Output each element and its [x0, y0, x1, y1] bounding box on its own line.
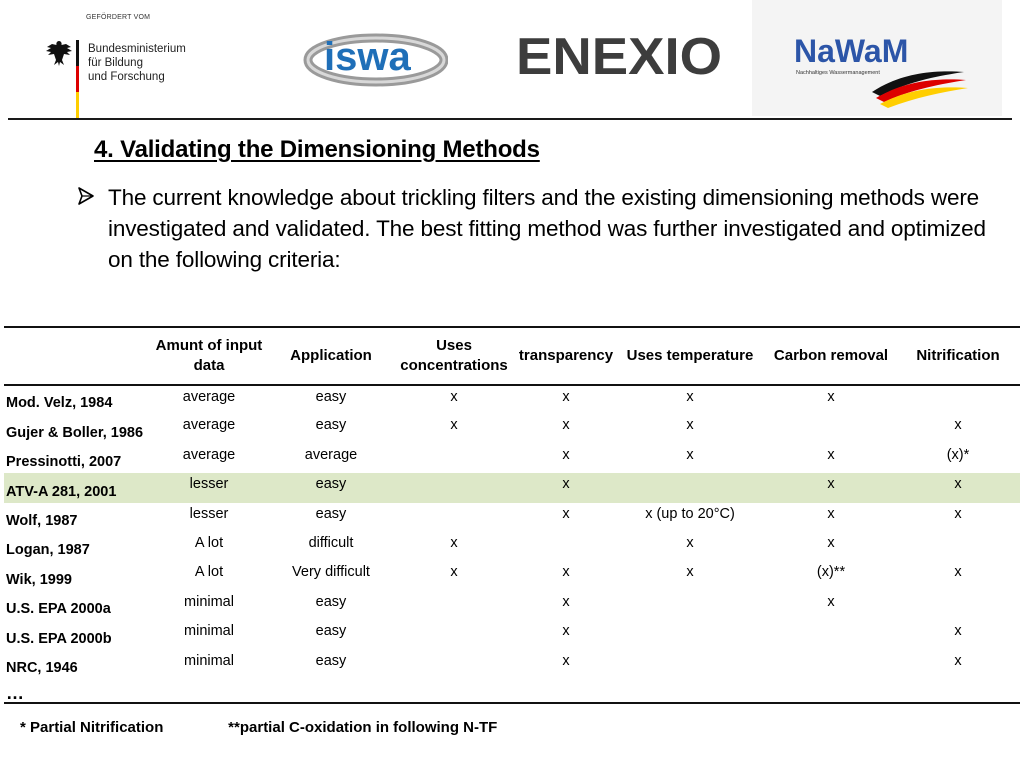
cell-nitrification: x — [954, 652, 962, 669]
table-row — [4, 444, 1020, 473]
cell-input-data: minimal — [184, 652, 234, 669]
cell-concentrations — [390, 679, 518, 703]
footnotes — [20, 719, 497, 736]
cell-concentrations — [390, 503, 518, 532]
table-row — [4, 679, 1020, 703]
iswa-wordmark: iswa — [324, 35, 411, 79]
cell-temperature: x — [686, 389, 694, 405]
cell-input-data: lesser — [189, 505, 229, 522]
column-header-transparency: transparency — [518, 347, 614, 364]
table-row — [4, 503, 1020, 532]
cell-transparency: x — [562, 652, 570, 669]
cell-application: difficult — [308, 534, 354, 551]
cell-application: easy — [315, 505, 347, 522]
cell-transparency: x — [562, 593, 570, 610]
table-row — [4, 414, 1020, 443]
federal-eagle-icon — [44, 38, 74, 68]
cell-input-data — [146, 679, 272, 703]
cell-nitrification: x — [954, 417, 962, 434]
cell-temperature — [614, 679, 766, 703]
cell-carbon-removal — [766, 679, 896, 703]
column-header-input-data: Amunt of input data — [155, 337, 263, 374]
cell-nitrification: x — [954, 505, 962, 522]
column-header-nitrification: Nitrification — [916, 347, 1000, 364]
cell-application: easy — [315, 476, 347, 493]
cell-carbon-removal: x — [827, 534, 835, 551]
cell-transparency: x — [562, 446, 570, 463]
cell-temperature: x — [686, 534, 694, 551]
cell-input-data: average — [182, 417, 236, 434]
cell-concentrations: x — [450, 564, 458, 581]
nawam-subtitle: Nachhaltiges Wassermanagement — [796, 70, 880, 76]
cell-transparency: x — [562, 417, 570, 434]
cell-transparency: x — [562, 505, 570, 522]
table-row — [4, 561, 1020, 590]
funded-by-label: GEFÖRDERT VOM — [86, 14, 151, 21]
cell-carbon-removal: x — [827, 476, 835, 493]
cell-method: Mod. Velz, 1984 — [6, 395, 113, 412]
cell-carbon-removal — [766, 650, 896, 679]
iswa-logo — [298, 24, 448, 94]
cell-application: easy — [315, 623, 347, 640]
table-row — [4, 532, 1020, 561]
table-row — [4, 650, 1020, 679]
cell-concentrations — [390, 473, 518, 502]
table-row — [4, 385, 1020, 414]
cell-nitrification — [896, 385, 1020, 414]
cell-carbon-removal: x — [827, 446, 835, 463]
cell-temperature — [614, 650, 766, 679]
column-header-carbon-removal: Carbon removal — [773, 347, 889, 364]
cell-application: Very difficult — [292, 564, 370, 581]
criteria-table — [4, 326, 1020, 704]
footnote-partial-c-oxidation: **partial C-oxidation in following N-TF — [228, 719, 498, 736]
cell-temperature: x — [686, 446, 694, 463]
table-row — [4, 473, 1020, 502]
cell-concentrations — [390, 620, 518, 649]
cell-temperature: x — [686, 564, 694, 581]
enexio-wordmark: ENEXIO — [516, 28, 722, 82]
cell-temperature: x — [686, 417, 694, 434]
cell-input-data: minimal — [184, 623, 234, 640]
cell-nitrification — [896, 679, 1020, 703]
cell-nitrification: x — [954, 564, 962, 581]
cell-temperature — [614, 620, 766, 649]
cell-method: Logan, 1987 — [6, 542, 90, 559]
cell-concentrations: x — [450, 389, 458, 405]
german-flag-stripe — [76, 40, 79, 118]
cell-nitrification: x — [954, 623, 962, 640]
cell-nitrification: x — [954, 476, 962, 493]
cell-method: ATV-A 281, 2001 — [6, 483, 117, 500]
nawam-logo — [752, 0, 1002, 116]
cell-temperature: x (up to 20°C) — [645, 505, 735, 522]
column-header-concentrations: Uses concentrations — [400, 337, 508, 374]
header-divider — [8, 118, 1012, 120]
cell-transparency — [518, 679, 614, 703]
cell-concentrations — [390, 444, 518, 473]
bmbf-logo — [44, 12, 194, 108]
cell-carbon-removal: x — [827, 505, 835, 522]
enexio-logo — [516, 26, 726, 82]
cell-nitrification — [896, 532, 1020, 561]
page-title: 4. Validating the Dimensioning Methods — [94, 136, 540, 163]
cell-method: Wik, 1999 — [6, 571, 72, 588]
cell-carbon-removal — [766, 414, 896, 443]
table-row — [4, 620, 1020, 649]
cell-application: easy — [315, 417, 347, 434]
cell-application: average — [304, 446, 358, 463]
cell-method: U.S. EPA 2000b — [6, 630, 112, 647]
cell-application: easy — [315, 652, 347, 669]
table-header-row — [4, 327, 1020, 385]
cell-method: NRC, 1946 — [6, 659, 78, 676]
cell-method: … — [6, 682, 24, 703]
arrow-bullet-icon — [76, 186, 96, 206]
nawam-wordmark: NaWaM — [794, 33, 909, 69]
cell-transparency: x — [562, 623, 570, 640]
cell-nitrification — [896, 591, 1020, 620]
cell-input-data: A lot — [194, 534, 224, 551]
cell-input-data: average — [182, 389, 236, 405]
cell-application — [272, 679, 390, 703]
cell-application: easy — [315, 389, 347, 405]
cell-concentrations — [390, 650, 518, 679]
column-header-method — [4, 327, 146, 385]
cell-input-data: average — [182, 446, 236, 463]
cell-carbon-removal: x — [827, 593, 835, 610]
cell-method: Pressinotti, 2007 — [6, 454, 122, 471]
column-header-application: Application — [290, 347, 372, 364]
ministry-name: Bundesministerium für Bildung und Forschung — [88, 43, 186, 83]
cell-transparency: x — [562, 389, 570, 405]
cell-concentrations: x — [450, 417, 458, 434]
cell-temperature — [614, 591, 766, 620]
cell-carbon-removal — [766, 620, 896, 649]
cell-transparency — [518, 532, 614, 561]
cell-carbon-removal: x — [827, 389, 835, 405]
column-header-temperature: Uses temperature — [626, 347, 754, 364]
cell-input-data: A lot — [194, 564, 224, 581]
cell-method: Wolf, 1987 — [6, 512, 78, 529]
table-row — [4, 591, 1020, 620]
cell-method: U.S. EPA 2000a — [6, 601, 111, 618]
footnote-partial-nitrification: * Partial Nitrification — [20, 719, 164, 736]
cell-transparency: x — [562, 564, 570, 581]
cell-nitrification: (x)* — [946, 446, 970, 463]
cell-carbon-removal: (x)** — [816, 564, 846, 581]
cell-input-data: minimal — [184, 593, 234, 610]
cell-temperature — [614, 473, 766, 502]
cell-transparency: x — [562, 476, 570, 493]
cell-input-data: lesser — [189, 476, 229, 493]
cell-application: easy — [315, 593, 347, 610]
cell-concentrations — [390, 591, 518, 620]
bullet-text: The current knowledge about trickling filters and the existing dimensioning methods were investigated and validated. The best fitting method was further investigated and optimized on the following criteria: — [108, 185, 986, 272]
cell-method: Gujer & Boller, 1986 — [6, 424, 144, 441]
cell-concentrations: x — [450, 534, 458, 551]
